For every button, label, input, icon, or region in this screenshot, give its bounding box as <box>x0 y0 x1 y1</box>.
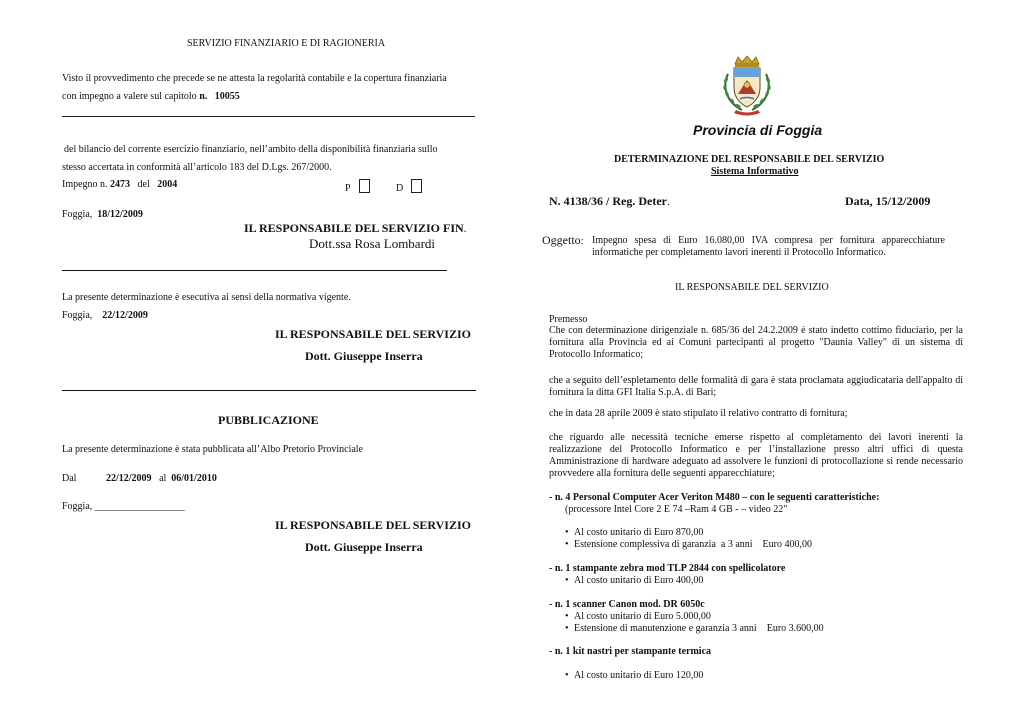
oggetto-colon: : <box>580 236 584 247</box>
oggetto-label-text: Oggetto <box>542 233 581 247</box>
dal-al-row <box>106 473 217 484</box>
foggia-value-2: 22/12/2009 <box>102 310 148 321</box>
item-1-bullets <box>565 527 812 551</box>
list-item <box>565 623 824 635</box>
oggetto-line-1: Impegno spesa di Euro 16.080,00 IVA compresa per fornitura apparecchiature <box>592 235 945 246</box>
foggia-date-3: Foggia, __________________ <box>62 501 185 512</box>
item-2-title: - n. 1 stampante zebra mod TLP 2844 con spellicolatore <box>549 563 786 574</box>
foggia-date-1 <box>62 209 143 220</box>
d-label: D <box>396 183 404 194</box>
item-4-bullets <box>565 670 703 682</box>
impegno-number: 2473 <box>110 179 131 190</box>
item-1-title: - n. 4 Personal Computer Acer Veriton M480 – con le seguenti caratteristiche: <box>549 492 880 503</box>
item-2-bullets <box>565 575 703 587</box>
list-item <box>565 575 703 587</box>
pubblicazione-title: PUBBLICAZIONE <box>218 413 319 427</box>
capitolo-value: 10055 <box>214 91 240 102</box>
divider-1 <box>62 116 475 117</box>
list-item <box>565 527 812 539</box>
resp-title-2: IL RESPONSABILE DEL SERVIZIO <box>275 518 471 532</box>
left-header: SERVIZIO FINANZIARIO E DI RAGIONERIA <box>187 38 386 49</box>
determination-number <box>549 194 670 209</box>
al-date: 06/01/2010 <box>171 473 217 484</box>
impegno-del: del <box>137 179 150 190</box>
list-item-text: Al costo unitario di Euro 400,00 <box>574 575 704 586</box>
esecutiva-text: La presente determinazione è esecutiva ai sensi della normativa vigente. <box>62 292 351 303</box>
paragraph-1: Che con determinazione dirigenziale n. 685/36 del 24.2.2009 è stato indetto cottimo fiduciario, per la fornitura alla Provincia ed ai Comuni partecipanti al progetto "Daunia Valley" di un sistema di Protocollo Informatico; <box>549 325 963 360</box>
foggia-value-1: 18/12/2009 <box>97 209 143 220</box>
bilancio-line-1: del bilancio del corrente esercizio finanziario, nell’ambito della disponibilità finanziaria sullo <box>64 144 438 155</box>
resp-name-2: Dott. Giuseppe Inserra <box>305 540 423 554</box>
province-name: Provincia di Foggia <box>693 122 823 138</box>
impegno-row <box>62 179 177 190</box>
resp-title-1: IL RESPONSABILE DEL SERVIZIO <box>275 327 471 341</box>
determination-date: Data, 15/12/2009 <box>845 194 931 208</box>
item-1-subtitle: (processore Intel Core 2 E 74 –Ram 4 GB - – video 22" <box>565 504 788 515</box>
resp-name-1: Dott. Giuseppe Inserra <box>305 349 423 363</box>
determination-number-dot: . <box>666 194 670 208</box>
item-3-title: - n. 1 scanner Canon mod. DR 6050c <box>549 599 705 610</box>
paragraph-2: che a seguito dell’espletamento delle formalità di gara è stata proclamata aggiudicataria dell'appalto di fornitura la ditta GFI Italia S.p.A. di Bari; <box>549 375 963 398</box>
impegno-label: Impegno n. <box>62 179 108 190</box>
pubblicata-text: La presente determinazione è stata pubblicata all’Albo Pretorio Provinciale <box>62 444 363 455</box>
d-checkbox-row <box>396 179 422 194</box>
divider-2 <box>62 270 447 271</box>
foggia-label-2: Foggia, <box>62 310 93 321</box>
resp-fin-title <box>244 221 467 236</box>
impegno-year: 2004 <box>157 179 178 190</box>
list-item-text: Al costo unitario di Euro 120,00 <box>574 670 704 681</box>
divider-3 <box>62 390 476 391</box>
paragraph-3: che in data 28 aprile 2009 è stato stipulato il relativo contratto di fornitura; <box>549 408 848 419</box>
list-item-text: Al costo unitario di Euro 870,00 <box>574 527 704 538</box>
resp-fin-name: Dott.ssa Rosa Lombardi <box>309 236 436 251</box>
det-title: DETERMINAZIONE DEL RESPONSABILE DEL SERVIZIO <box>614 154 885 165</box>
al-label: al <box>159 473 167 484</box>
list-item-text: Estensione di manutenzione e garanzia 3 anni Euro 3.600,00 <box>574 623 824 634</box>
dal-date: 22/12/2009 <box>106 473 152 484</box>
resp-fin-title-dot: . <box>463 221 467 235</box>
p-checkbox-row <box>345 179 370 194</box>
list-item <box>565 670 703 682</box>
capitolo-label: n. <box>199 91 208 102</box>
visto-line-1: Visto il provvedimento che precede se ne attesta la regolarità contabile e la copertura finanziaria <box>62 73 447 84</box>
paragraph-4: che riguardo alle necessità tecniche emerse rispetto al completamento dei lavori inerenti la realizzazione del Protocollo Informatico e per l’installazione presso altri uffici di questa Amministrazione di hardware adeguato ad assolvere le funzioni di protocollazione si rende necessario provvedere alla fornitura delle seguenti apparecchiature; <box>549 432 963 479</box>
p-checkbox[interactable] <box>359 179 370 193</box>
item-3-bullets <box>565 611 824 635</box>
bilancio-line-2: stesso accertata in conformità all’articolo 183 del D.Lgs. 267/2000. <box>62 162 332 173</box>
determination-number-text: N. 4138/36 / Reg. Deter <box>549 194 667 208</box>
province-emblem-icon <box>718 54 776 116</box>
list-item <box>565 539 812 551</box>
list-item <box>565 611 824 623</box>
oggetto-label <box>542 233 583 248</box>
det-subtitle: Sistema Informativo <box>711 166 799 177</box>
list-item-text: Estensione complessiva di garanzia a 3 anni Euro 400,00 <box>574 539 812 550</box>
visto-line-2-prefix: con impegno a valere sul capitolo <box>62 91 197 102</box>
visto-line-2 <box>62 91 240 102</box>
foggia-date-2 <box>62 310 148 321</box>
resp-header: IL RESPONSABILE DEL SERVIZIO <box>675 282 829 293</box>
premesso: Premesso <box>549 314 588 325</box>
item-4-title: - n. 1 kit nastri per stampante termica <box>549 646 712 657</box>
foggia-label-1: Foggia, <box>62 209 93 220</box>
resp-fin-title-text: IL RESPONSABILE DEL SERVIZIO FIN <box>244 221 464 235</box>
list-item-text: Al costo unitario di Euro 5.000,00 <box>574 611 711 622</box>
dal-label: Dal <box>62 473 77 484</box>
p-label: P <box>345 183 351 194</box>
d-checkbox[interactable] <box>411 179 422 193</box>
oggetto-line-2: informatiche per completamento lavori inerenti il Protocollo Informatico. <box>592 247 886 258</box>
